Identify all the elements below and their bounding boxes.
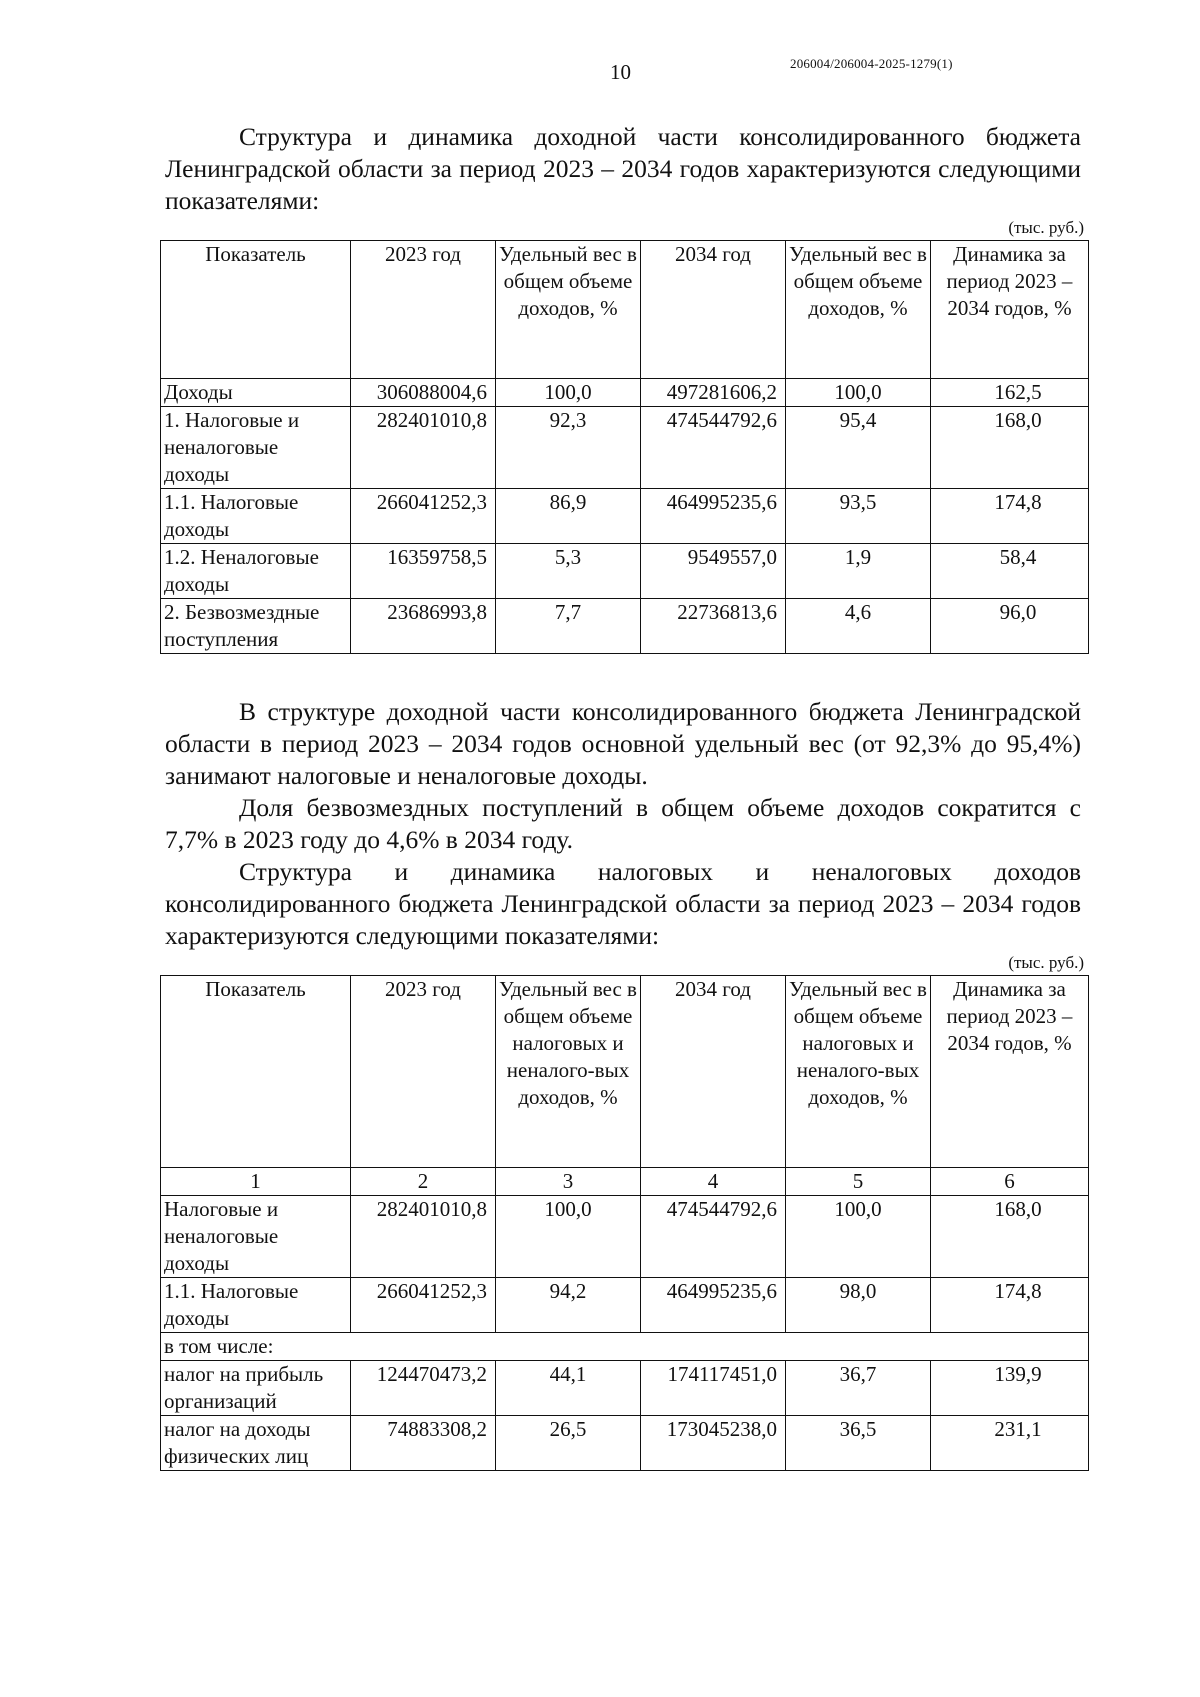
- table-row: [161, 379, 1089, 407]
- header-cell: Показатель: [161, 976, 351, 1168]
- dynamics: 58,4: [931, 544, 1089, 599]
- column-number-row: [161, 1168, 1089, 1196]
- share-2023: 92,3: [496, 407, 641, 489]
- value-2023: 306088004,6: [351, 379, 496, 407]
- share-2023: 100,0: [496, 379, 641, 407]
- row-label: Налоговые и неналоговые доходы: [161, 1196, 351, 1278]
- dynamics: 162,5: [931, 379, 1089, 407]
- intro-paragraph-1: Структура и динамика доходной части консолидированного бюджета Ленинградской области за период 2023 – 2034 годов характеризуются следующими показателями:: [165, 122, 1081, 215]
- value-2034: 474544792,6: [641, 407, 786, 489]
- column-number: 1: [161, 1168, 351, 1196]
- dynamics: 168,0: [931, 407, 1089, 489]
- table2-unit: (тыс. руб.): [1008, 953, 1084, 972]
- table-row: [161, 599, 1089, 654]
- share-2034: 95,4: [786, 407, 931, 489]
- share-2034: 36,7: [786, 1361, 931, 1416]
- share-2034: 100,0: [786, 379, 931, 407]
- header-cell: 2023 год: [351, 241, 496, 379]
- header-cell: 2034 год: [641, 976, 786, 1168]
- body-paragraph-1: В структуре доходной части консолидированного бюджета Ленинградской области в период 2023 – 2034 годов основной удельный вес (от 92,3% до 95,4%) занимают налоговые и неналоговые доходы.: [165, 697, 1081, 790]
- revenue-structure-table: [160, 240, 1089, 654]
- tax-revenue-structure-table: [160, 975, 1089, 1471]
- share-2034: 1,9: [786, 544, 931, 599]
- table-row: [161, 407, 1089, 489]
- value-2034: 464995235,6: [641, 489, 786, 544]
- page-number: 10: [610, 60, 631, 84]
- dynamics: 231,1: [931, 1416, 1089, 1471]
- table-row: [161, 1333, 1089, 1361]
- share-2023: 44,1: [496, 1361, 641, 1416]
- header-cell: 2034 год: [641, 241, 786, 379]
- row-label: 1. Налоговые и неналоговые доходы: [161, 407, 351, 489]
- table-row: [161, 544, 1089, 599]
- value-2023: 124470473,2: [351, 1361, 496, 1416]
- table-header-row: [161, 976, 1089, 1168]
- dynamics: 174,8: [931, 1278, 1089, 1333]
- header-cell: Удельный вес в общем объеме налоговых и неналого-вых доходов, %: [496, 976, 641, 1168]
- share-2034: 36,5: [786, 1416, 931, 1471]
- share-2034: 98,0: [786, 1278, 931, 1333]
- document-code: 206004/206004-2025-1279(1): [790, 56, 953, 71]
- value-2023: 266041252,3: [351, 489, 496, 544]
- table-header-row: [161, 241, 1089, 379]
- share-2034: 4,6: [786, 599, 931, 654]
- value-2023: 266041252,3: [351, 1278, 496, 1333]
- value-2034: 174117451,0: [641, 1361, 786, 1416]
- share-2023: 86,9: [496, 489, 641, 544]
- value-2023: 23686993,8: [351, 599, 496, 654]
- header-cell: Удельный вес в общем объеме доходов, %: [496, 241, 641, 379]
- table-row: [161, 1416, 1089, 1471]
- dynamics: 139,9: [931, 1361, 1089, 1416]
- row-label: 1.1. Налоговые доходы: [161, 489, 351, 544]
- share-2023: 26,5: [496, 1416, 641, 1471]
- column-number: 3: [496, 1168, 641, 1196]
- header-cell: Удельный вес в общем объеме налоговых и неналого-вых доходов, %: [786, 976, 931, 1168]
- table-row: [161, 1361, 1089, 1416]
- body-paragraph-2: Доля безвозмездных поступлений в общем объеме доходов сократится с 7,7% в 2023 году до 4,6% в 2034 году.: [165, 793, 1081, 854]
- share-2023: 5,3: [496, 544, 641, 599]
- row-label: налог на прибыль организаций: [161, 1361, 351, 1416]
- intro-paragraph-2: Структура и динамика налоговых и неналоговых доходов консолидированного бюджета Ленинградской области за период 2023 – 2034 годов характеризуются следующими показателями:: [165, 857, 1081, 950]
- row-label: 2. Безвозмездные поступления: [161, 599, 351, 654]
- value-2023: 282401010,8: [351, 1196, 496, 1278]
- table1-unit: (тыс. руб.): [1008, 218, 1084, 237]
- value-2034: 464995235,6: [641, 1278, 786, 1333]
- table-row: [161, 489, 1089, 544]
- value-2023: 16359758,5: [351, 544, 496, 599]
- row-label: налог на доходы физических лиц: [161, 1416, 351, 1471]
- share-2034: 100,0: [786, 1196, 931, 1278]
- header-cell: Динамика за период 2023 – 2034 годов, %: [931, 976, 1089, 1168]
- share-2023: 94,2: [496, 1278, 641, 1333]
- dynamics: 168,0: [931, 1196, 1089, 1278]
- value-2034: 22736813,6: [641, 599, 786, 654]
- share-2034: 93,5: [786, 489, 931, 544]
- value-2034: 173045238,0: [641, 1416, 786, 1471]
- table-row: [161, 1196, 1089, 1278]
- value-2034: 9549557,0: [641, 544, 786, 599]
- row-label: 1.1. Налоговые доходы: [161, 1278, 351, 1333]
- share-2023: 100,0: [496, 1196, 641, 1278]
- row-label: Доходы: [161, 379, 351, 407]
- column-number: 2: [351, 1168, 496, 1196]
- header-cell: Удельный вес в общем объеме доходов, %: [786, 241, 931, 379]
- column-number: 4: [641, 1168, 786, 1196]
- header-cell: Показатель: [161, 241, 351, 379]
- subsection-label: в том числе:: [161, 1333, 1089, 1361]
- row-label: 1.2. Неналоговые доходы: [161, 544, 351, 599]
- dynamics: 174,8: [931, 489, 1089, 544]
- column-number: 5: [786, 1168, 931, 1196]
- dynamics: 96,0: [931, 599, 1089, 654]
- header-cell: Динамика за период 2023 – 2034 годов, %: [931, 241, 1089, 379]
- value-2034: 497281606,2: [641, 379, 786, 407]
- table-row: [161, 1278, 1089, 1333]
- column-number: 6: [931, 1168, 1089, 1196]
- value-2023: 282401010,8: [351, 407, 496, 489]
- share-2023: 7,7: [496, 599, 641, 654]
- value-2034: 474544792,6: [641, 1196, 786, 1278]
- value-2023: 74883308,2: [351, 1416, 496, 1471]
- header-cell: 2023 год: [351, 976, 496, 1168]
